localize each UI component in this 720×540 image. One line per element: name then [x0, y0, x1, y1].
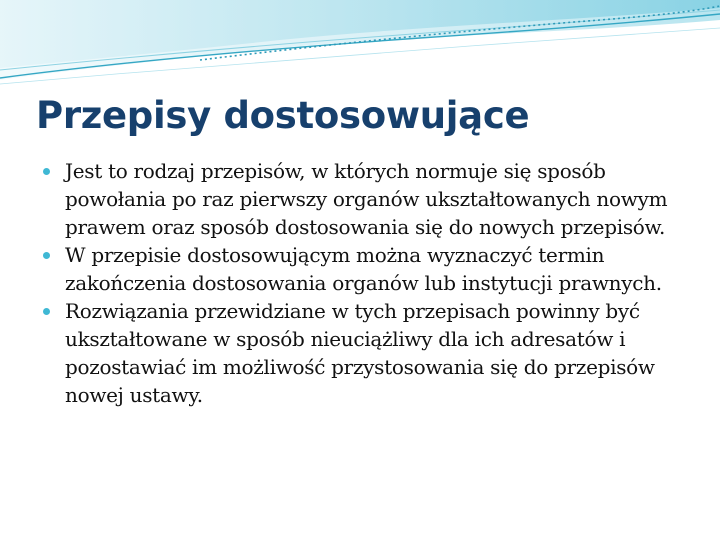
bullet-item: [40, 297, 690, 409]
bullet-item: [40, 157, 690, 241]
bullet-text: W przepisie dostosowującym można wyznaczyć termin zakończenia dostosowania organów lub instytucji prawnych.: [65, 243, 662, 295]
bullet-text: Rozwiązania przewidziane w tych przepisach powinny być ukształtowane w sposób nieuciążliwy dla ich adresatów i pozostawiać im możliwość przystosowania się do przepisów nowej ustawy.: [65, 299, 655, 407]
bullet-list: [40, 157, 690, 409]
bullet-dot-icon: [43, 252, 50, 259]
bullet-dot-icon: [43, 308, 50, 315]
bullet-text: Jest to rodzaj przepisów, w których normuje się sposób powołania po raz pierwszy organów ukształtowanych nowym prawem oraz sposób dostosowania się do nowych przepisów.: [65, 159, 668, 239]
header-wave-decoration: [0, 0, 720, 100]
slide-title: Przepisy dostosowujące: [36, 94, 530, 137]
bullet-item: [40, 241, 690, 297]
bullet-dot-icon: [43, 168, 50, 175]
